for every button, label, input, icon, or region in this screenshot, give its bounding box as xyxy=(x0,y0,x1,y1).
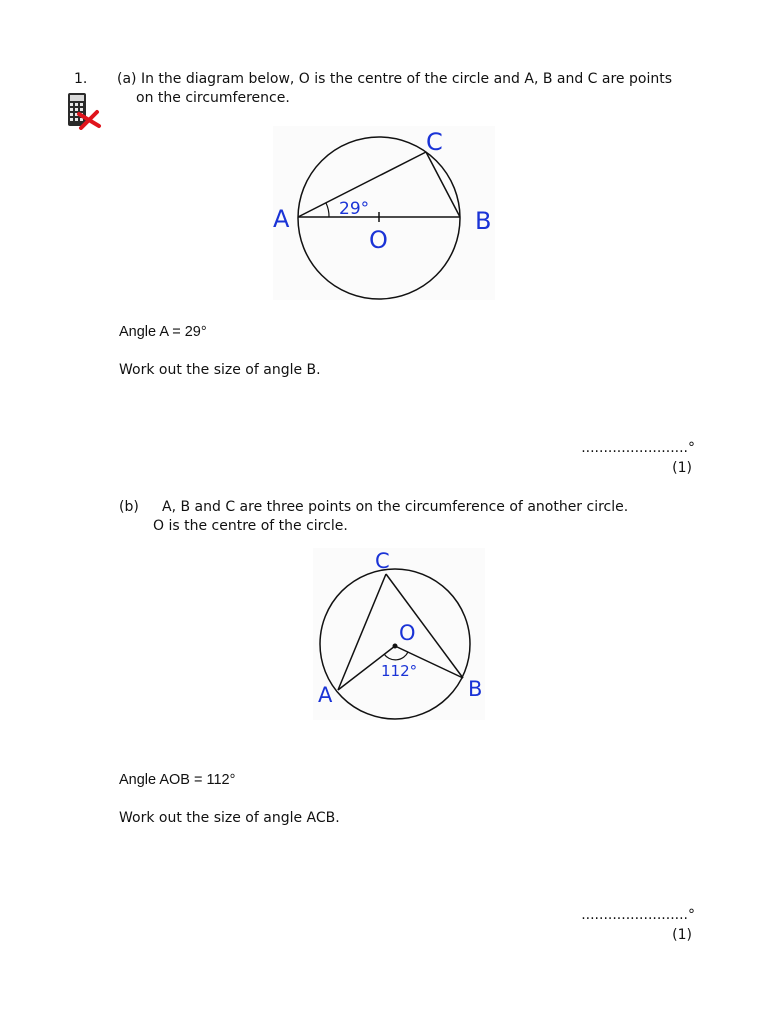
label-o: O xyxy=(399,621,416,645)
part-b-given: Angle AOB = 112° xyxy=(119,772,236,788)
chord-cb xyxy=(426,152,460,217)
part-a-answer-line[interactable]: ........................° xyxy=(581,440,695,456)
label-c: C xyxy=(426,128,443,156)
chord-ac xyxy=(338,574,386,690)
centre-dot xyxy=(393,644,398,649)
part-b-label: (b) xyxy=(119,499,139,515)
part-b-intro-line2: O is the centre of the circle. xyxy=(153,518,348,534)
question-number: 1. xyxy=(74,71,88,87)
label-o: O xyxy=(369,226,388,254)
angle-arc-a xyxy=(326,203,329,217)
part-a-intro-line2: on the circumference. xyxy=(136,90,290,106)
part-a-instruction: Work out the size of angle B. xyxy=(119,362,321,378)
part-b-instruction: Work out the size of angle ACB. xyxy=(119,810,340,826)
angle-label: 29° xyxy=(339,199,370,219)
label-c: C xyxy=(375,549,390,573)
part-b-marks: (1) xyxy=(672,927,692,943)
angle-label: 112° xyxy=(381,662,418,680)
part-b-intro-line1: A, B and C are three points on the circumference of another circle. xyxy=(162,499,629,515)
part-a-given: Angle A = 29° xyxy=(119,324,207,340)
part-b-answer-line[interactable]: ........................° xyxy=(581,907,695,923)
label-b: B xyxy=(468,677,483,701)
diagram-a xyxy=(273,126,495,300)
part-a-intro-line1: (a) In the diagram below, O is the centre of the circle and A, B and C are points xyxy=(117,71,672,87)
angle-arc-o xyxy=(384,652,408,660)
no-calculator-icon xyxy=(66,92,102,130)
label-b: B xyxy=(475,207,492,235)
diagram-b xyxy=(313,548,485,720)
label-a: A xyxy=(273,205,290,233)
part-a-marks: (1) xyxy=(672,460,692,476)
label-a: A xyxy=(318,683,333,707)
